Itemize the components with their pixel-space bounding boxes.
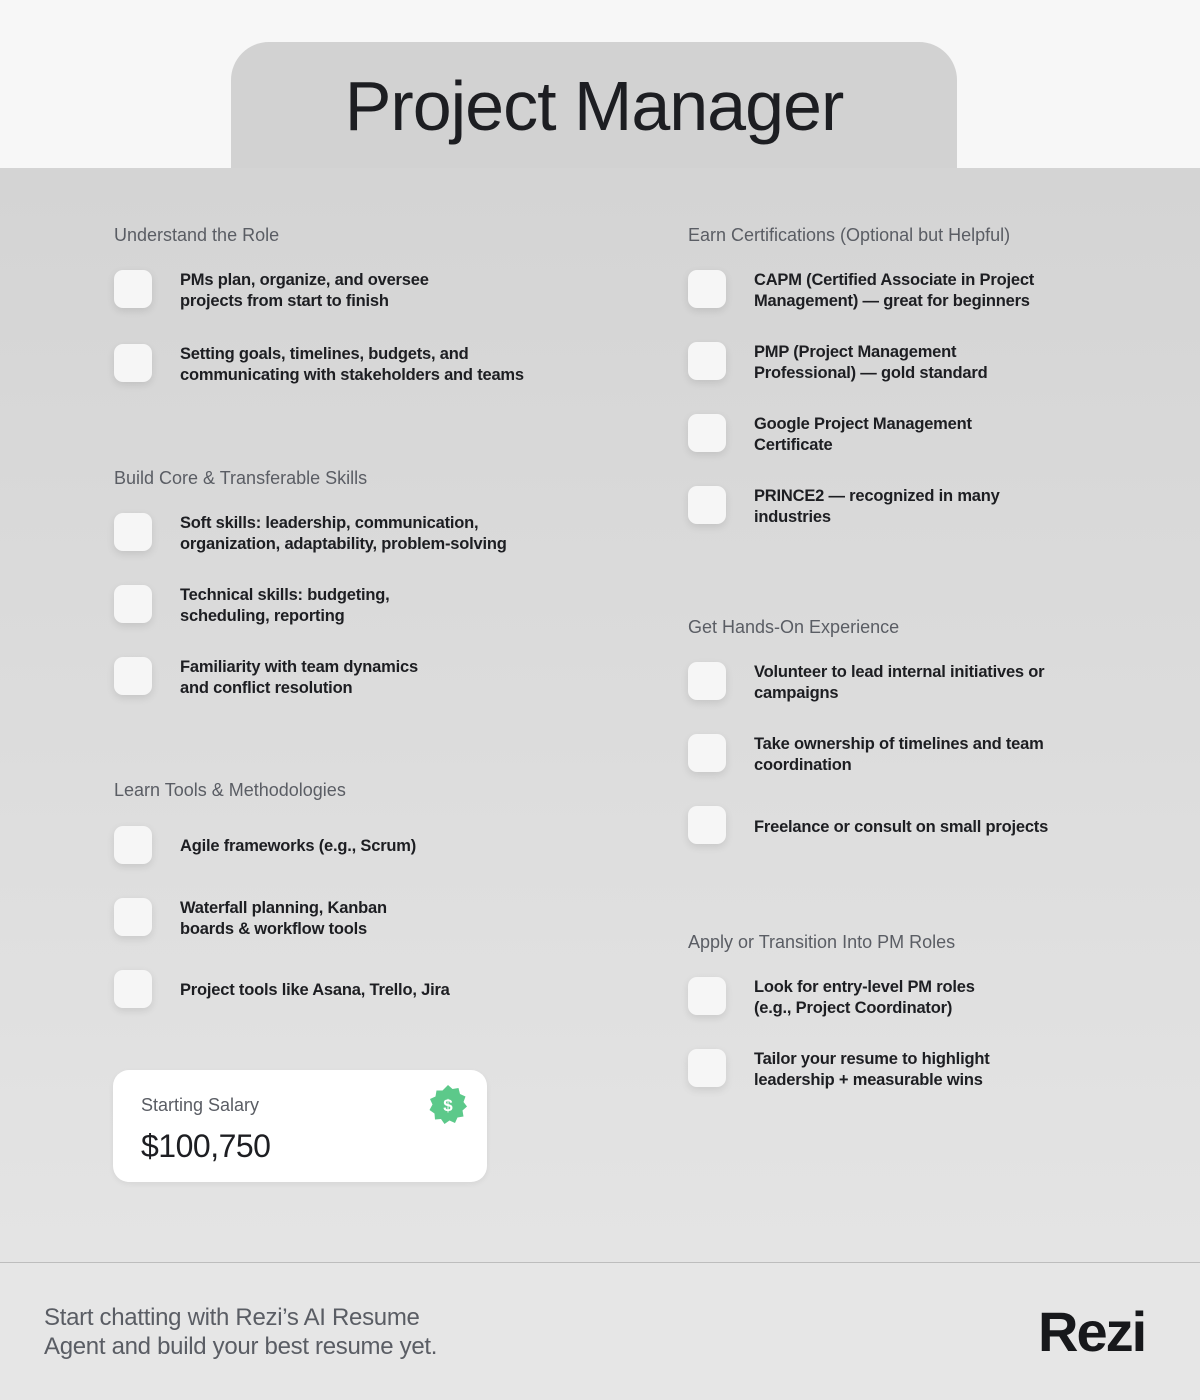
item-text: Take ownership of timelines and team coordination xyxy=(754,735,1044,774)
item-text: PMP (Project Management Professional) — gold standard xyxy=(754,343,988,382)
checkbox[interactable] xyxy=(114,657,152,695)
item-text: Waterfall planning, Kanban boards & workflow tools xyxy=(180,899,387,938)
checkbox[interactable] xyxy=(114,826,152,864)
checkbox[interactable] xyxy=(688,486,726,524)
checkbox[interactable] xyxy=(114,270,152,308)
checkbox[interactable] xyxy=(688,270,726,308)
section-title-understand-role: Understand the Role xyxy=(114,225,280,245)
section-title-apply: Apply or Transition Into PM Roles xyxy=(688,932,956,952)
item-text: Google Project Management Certificate xyxy=(754,415,972,454)
svg-text:$: $ xyxy=(443,1096,453,1115)
section-title-tools: Learn Tools & Methodologies xyxy=(114,780,346,800)
item-text: Project tools like Asana, Trello, Jira xyxy=(180,981,450,999)
section-title-experience: Get Hands-On Experience xyxy=(688,617,900,637)
checkbox[interactable] xyxy=(688,734,726,772)
footer-cta: Start chatting with Rezi’s AI Resume Agent and build your best resume yet. xyxy=(44,1304,438,1360)
item-text: Volunteer to lead internal initiatives or campaigns xyxy=(754,663,1045,702)
checkbox[interactable] xyxy=(114,513,152,551)
checkbox[interactable] xyxy=(688,414,726,452)
item-text: Freelance or consult on small projects xyxy=(754,818,1049,836)
checkbox[interactable] xyxy=(688,1049,726,1087)
item-text: Tailor your resume to highlight leadership + measurable wins xyxy=(754,1050,990,1089)
item-text: Agile frameworks (e.g., Scrum) xyxy=(180,837,417,855)
checkbox[interactable] xyxy=(688,806,726,844)
item-text: Technical skills: budgeting, scheduling, reporting xyxy=(180,586,390,625)
checkbox[interactable] xyxy=(114,970,152,1008)
checkbox[interactable] xyxy=(688,977,726,1015)
salary-label: Starting Salary xyxy=(141,1095,260,1115)
page-title: Project Manager xyxy=(344,67,844,145)
item-text: Setting goals, timelines, budgets, and communicating with stakeholders and teams xyxy=(180,345,524,384)
checkbox[interactable] xyxy=(114,344,152,382)
salary-value: $100,750 xyxy=(141,1128,271,1164)
dollar-badge-icon xyxy=(427,1084,469,1126)
item-text: PMs plan, organize, and oversee projects from start to finish xyxy=(180,271,429,310)
salary-card xyxy=(113,1070,487,1182)
rezi-logo: Rezi xyxy=(1038,1300,1146,1363)
checkbox[interactable] xyxy=(114,898,152,936)
item-text: Look for entry-level PM roles (e.g., Project Coordinator) xyxy=(754,978,975,1017)
checkbox[interactable] xyxy=(688,342,726,380)
checkbox[interactable] xyxy=(114,585,152,623)
item-text: Soft skills: leadership, communication, organization, adaptability, problem-solving xyxy=(180,514,507,553)
checkbox[interactable] xyxy=(688,662,726,700)
section-title-certifications: Earn Certifications (Optional but Helpful) xyxy=(688,225,1011,245)
item-text: CAPM (Certified Associate in Project Management) — great for beginners xyxy=(754,271,1035,310)
item-text: Familiarity with team dynamics and conflict resolution xyxy=(180,658,418,697)
item-text: PRINCE2 — recognized in many industries xyxy=(754,487,1000,526)
section-title-core-skills: Build Core & Transferable Skills xyxy=(114,468,368,488)
